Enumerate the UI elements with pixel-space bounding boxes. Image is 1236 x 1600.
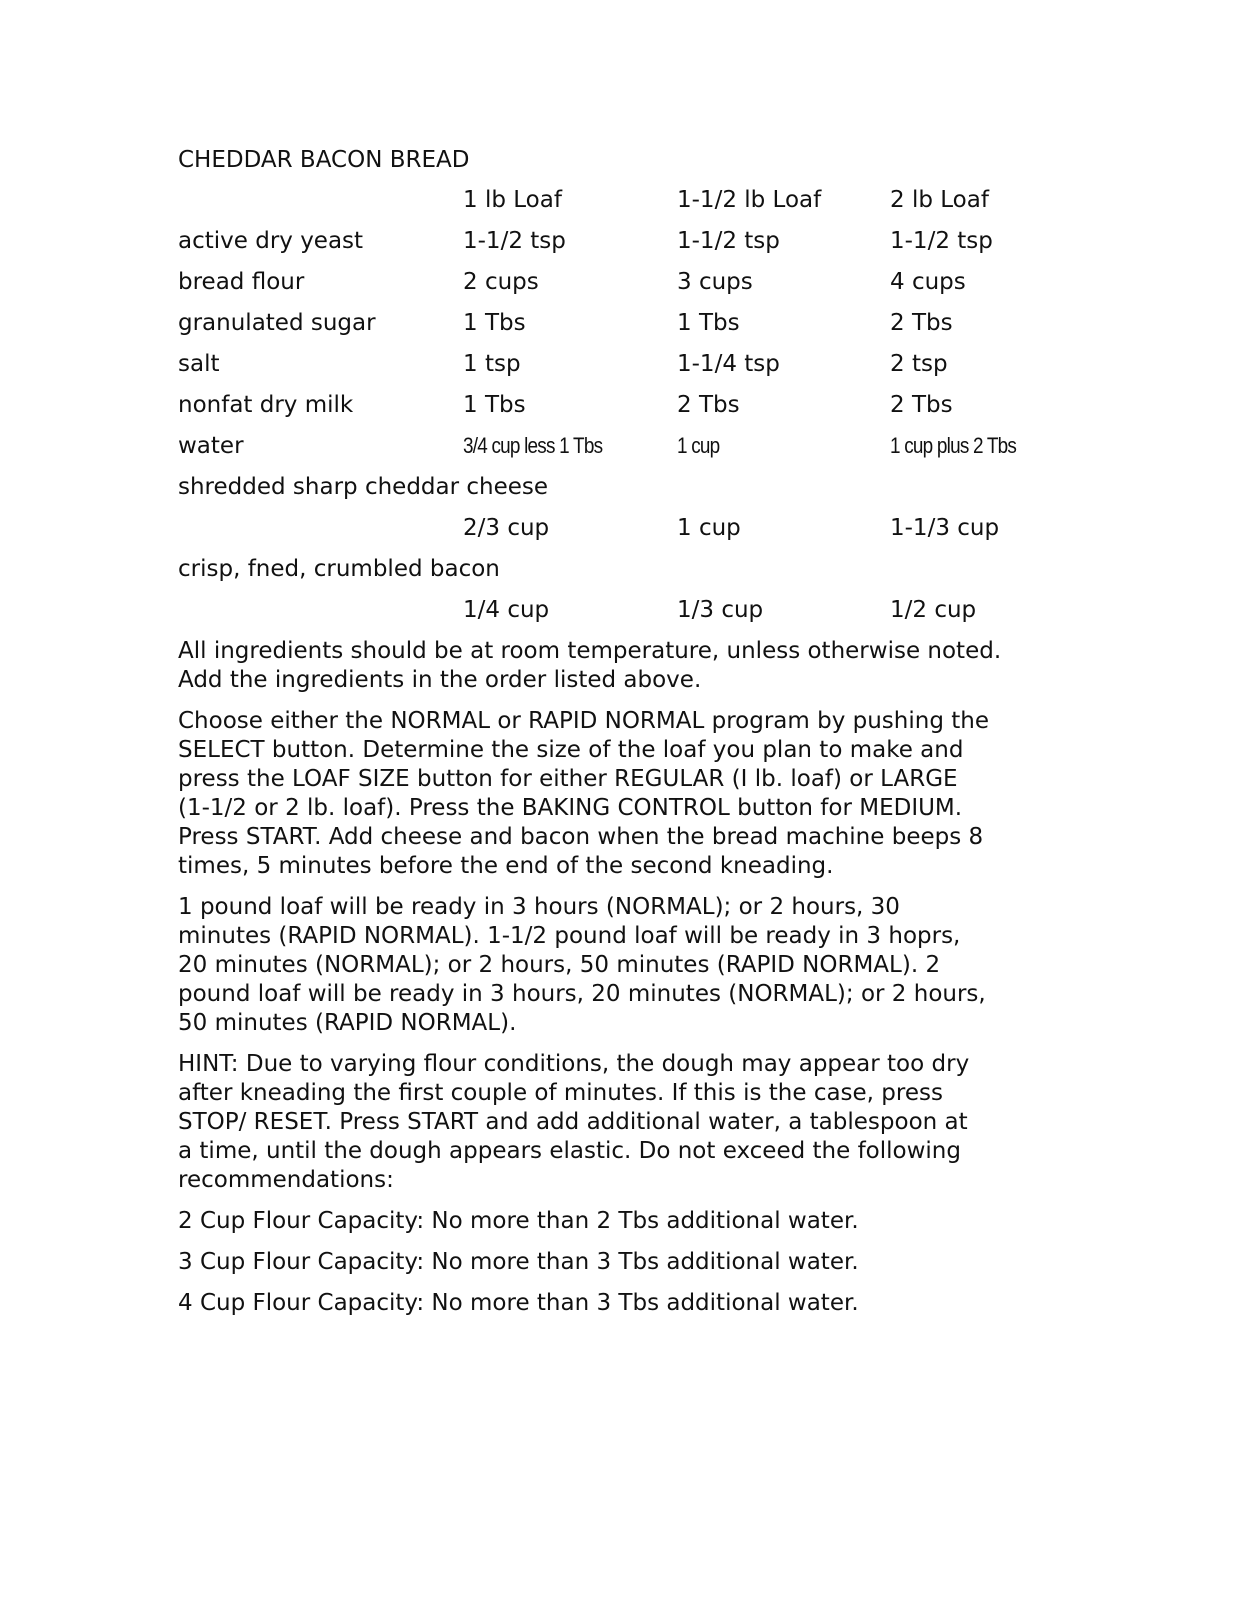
amount-2lb: 1 cup plus 2 Tbs [890,433,1017,458]
paragraph-line: 20 minutes (NORMAL); or 2 hours, 50 minutes (RAPID NORMAL). 2 [178,952,941,978]
ingredient-name: shredded sharp cheddar cheese [178,474,549,500]
ingredient-name: nonfat dry milk [178,392,354,418]
amount-1-5lb: 1 cup [677,515,741,541]
amount-1lb: 1 Tbs [463,310,526,336]
amount-2lb: 2 Tbs [890,310,953,336]
paragraph-line: Press START. Add cheese and bacon when the bread machine beeps 8 [178,824,984,850]
amount-1-5lb: 3 cups [677,269,753,295]
paragraph-line: (1-1/2 or 2 lb. loaf). Press the BAKING CONTROL button for MEDIUM. [178,795,963,821]
paragraph-line: STOP/ RESET. Press START and add additional water, a tablespoon at [178,1109,968,1135]
ingredient-name: granulated sugar [178,310,376,336]
capacity-line-2cup: 2 Cup Flour Capacity: No more than 2 Tbs additional water. [178,1208,859,1234]
amount-1-5lb: 1-1/4 tsp [677,351,780,377]
header-2lb: 2 lb Loaf [890,187,989,213]
header-1-5lb: 1-1/2 lb Loaf [677,187,822,213]
amount-2lb: 1/2 cup [890,597,977,623]
paragraph-line: Add the ingredients in the order listed above. [178,667,702,693]
ingredient-row [178,426,1058,467]
ingredient-row [178,385,1058,426]
ingredient-name: salt [178,351,220,377]
cheese-name-row [178,467,1058,508]
timing-info [178,893,1058,1038]
paragraph-line: Choose either the NORMAL or RAPID NORMAL program by pushing the [178,708,989,734]
cheese-amount-row [178,508,1058,549]
paragraph-line: 1 pound loaf will be ready in 3 hours (NORMAL); or 2 hours, 30 [178,894,900,920]
paragraph-line: SELECT button. Determine the size of the loaf you plan to make and [178,737,964,763]
paragraph-line: All ingredients should be at room temperature, unless otherwise noted. [178,638,1002,664]
hint-paragraph [178,1050,1058,1195]
recipe-page [178,140,1058,1318]
ingredient-row [178,262,1058,303]
recipe-title: CHEDDAR BACON BREAD [178,147,470,173]
capacity-line-3cup: 3 Cup Flour Capacity: No more than 3 Tbs additional water. [178,1249,859,1275]
amount-1-5lb: 1-1/2 tsp [677,228,780,254]
ingredient-row [178,344,1058,385]
amount-1-5lb: 1 cup [677,433,720,458]
ingredient-row [178,221,1058,262]
amount-2lb: 1-1/2 tsp [890,228,993,254]
amount-1-5lb: 1 Tbs [677,310,740,336]
ingredient-row [178,303,1058,344]
amount-2lb: 1-1/3 cup [890,515,1000,541]
temperature-note [178,637,1058,695]
amount-2lb: 4 cups [890,269,966,295]
paragraph-line: 50 minutes (RAPID NORMAL). [178,1010,517,1036]
paragraph-line: times, 5 minutes before the end of the second kneading. [178,853,834,879]
paragraph-line: a time, until the dough appears elastic. Do not exceed the following [178,1138,961,1164]
program-instructions [178,707,1058,881]
paragraph-line: HINT: Due to varying flour conditions, the dough may appear too dry [178,1051,970,1077]
ingredient-name: water [178,433,244,459]
amount-1lb: 2 cups [463,269,539,295]
amount-2lb: 2 tsp [890,351,948,377]
amount-1lb: 3/4 cup less 1 Tbs [463,433,603,458]
amount-1lb: 1 Tbs [463,392,526,418]
header-1lb: 1 lb Loaf [463,187,562,213]
bacon-name-row [178,549,1058,590]
paragraph-line: after kneading the first couple of minutes. If this is the case, press [178,1080,943,1106]
amount-1lb: 1 tsp [463,351,521,377]
bacon-amount-row [178,590,1058,631]
capacity-line-4cup: 4 Cup Flour Capacity: No more than 3 Tbs additional water. [178,1290,859,1316]
ingredient-name: active dry yeast [178,228,364,254]
amount-1-5lb: 2 Tbs [677,392,740,418]
amount-1lb: 1-1/2 tsp [463,228,566,254]
paragraph-line: minutes (RAPID NORMAL). 1-1/2 pound loaf will be ready in 3 hoprs, [178,923,961,949]
amount-2lb: 2 Tbs [890,392,953,418]
ingredient-name: bread flour [178,269,305,295]
paragraph-line: press the LOAF SIZE button for either REGULAR (I lb. loaf) or LARGE [178,766,958,792]
amount-1lb: 1/4 cup [463,597,550,623]
ingredient-name: crisp, fned, crumbled bacon [178,556,500,582]
amount-1lb: 2/3 cup [463,515,550,541]
loaf-size-header-row [178,180,1058,221]
amount-1-5lb: 1/3 cup [677,597,764,623]
paragraph-line: pound loaf will be ready in 3 hours, 20 minutes (NORMAL); or 2 hours, [178,981,986,1007]
paragraph-line: recommendations: [178,1167,394,1193]
